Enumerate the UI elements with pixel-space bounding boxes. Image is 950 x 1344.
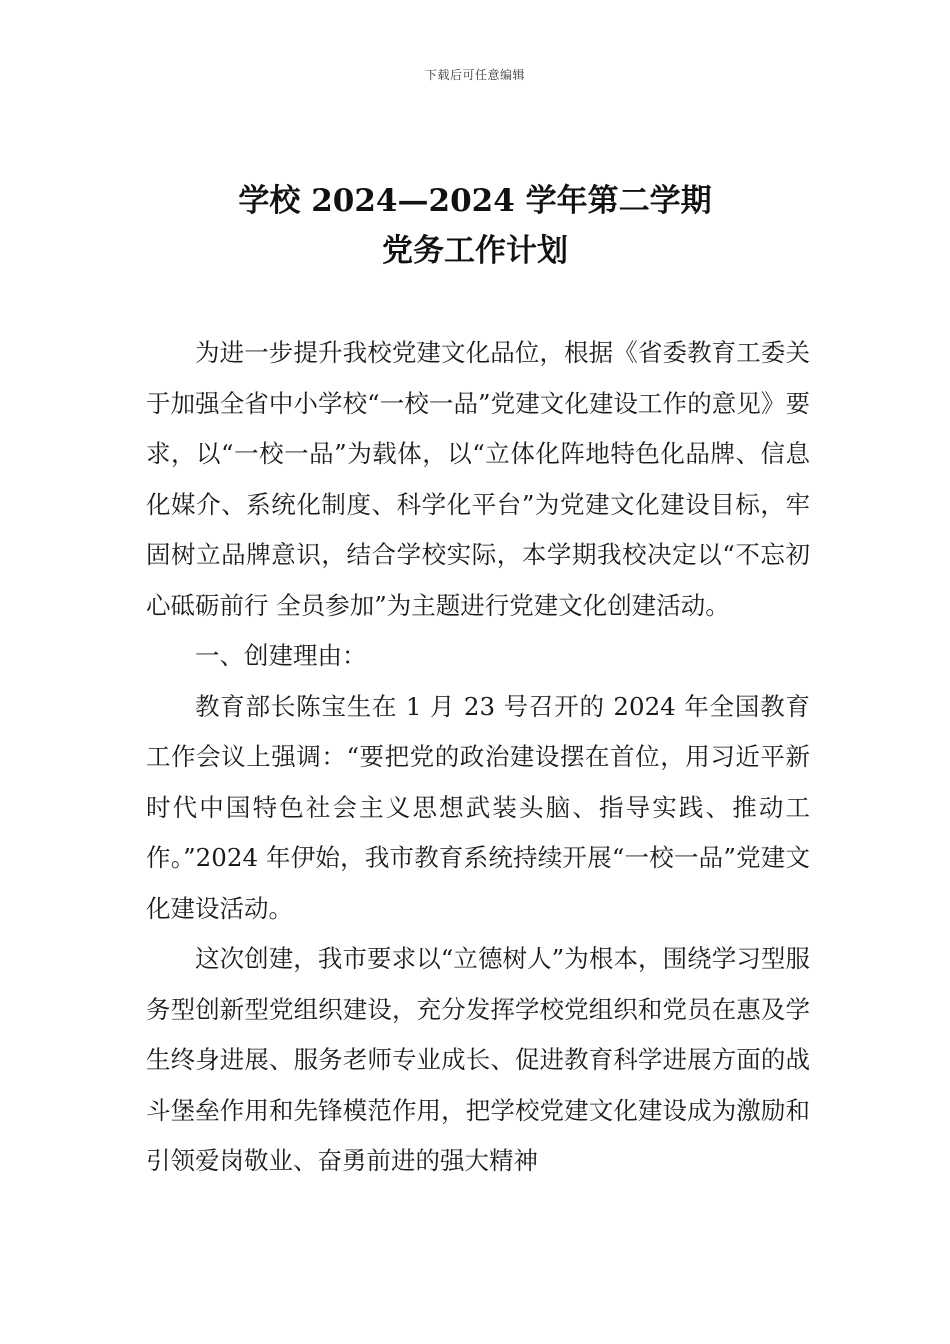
document-title <box>0 176 950 276</box>
title-line-1: 学校 2024—2024 学年第二学期 <box>238 183 712 219</box>
paragraph-intro: 为进一步提升我校党建文化品位，根据《省委教育工委关于加强全省中小学校“一校一品”党建文化建设工作的意见》要求，以“一校一品”为载体，以“立体化阵地特色化品牌、信息化媒介、系统化制度、科学化平台”为党建文化建设目标，牢固树立品牌意识，结合学校实际，本学期我校决定以“不忘初心砥砺前行 全员参加”为主题进行党建文化创建活动。 <box>146 338 810 620</box>
section-heading: 一、创建理由： <box>195 641 367 670</box>
header-note: 下载后可任意编辑 <box>424 68 525 82</box>
paragraph-reason: 教育部长陈宝生在 1 月 23 号召开的 2024 年全国教育工作会议上强调：“要把党的政治建设摆在首位，用习近平新时代中国特色社会主义思想武装头脑、指导实践、推动工作。”2024 年伊始，我市教育系统持续开展“一校一品”党建文化建设活动。 <box>146 691 810 923</box>
paragraph-requirements: 这次创建，我市要求以“立德树人”为根本，围绕学习型服务型创新型党组织建设，充分发挥学校党组织和党员在惠及学生终身进展、服务老师专业成长、促进教育科学进展方面的战斗堡垒作用和先锋模范作用，把学校党建文化建设成为激励和引领爱岗敬业、奋勇前进的强大精神 <box>146 944 810 1175</box>
title-line-2: 党务工作计划 <box>382 233 568 269</box>
document-body <box>146 328 810 1187</box>
